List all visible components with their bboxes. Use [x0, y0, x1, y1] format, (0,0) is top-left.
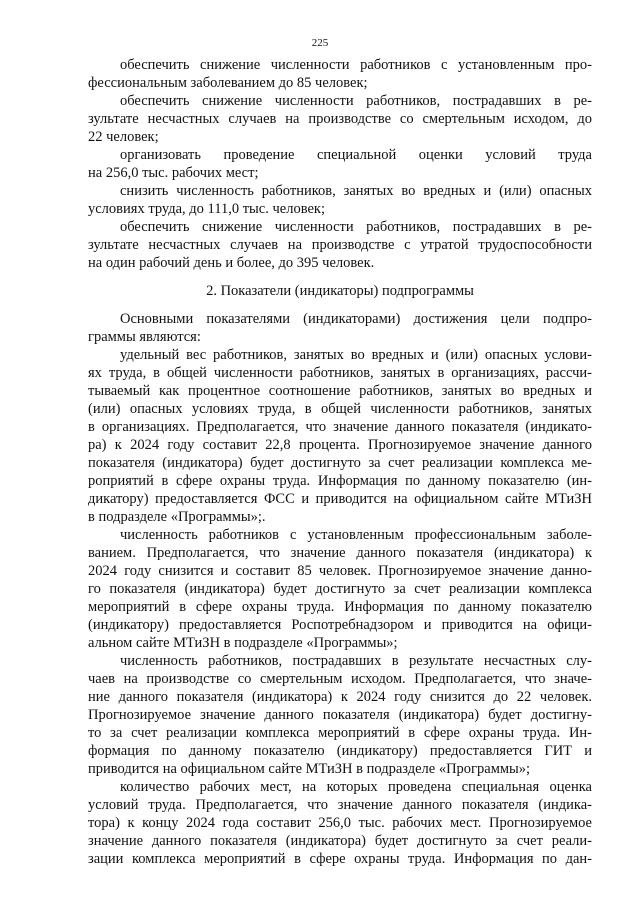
text-line: ра) к 2024 году составит 22,8 процента. Прогнозируемое значение данного — [88, 437, 592, 453]
text-line: роприятий в сфере охраны труда. Информация по данному показателю (ин- — [88, 473, 592, 489]
text-line: (или) опасных условиях труда, в общей численности работников, занятых — [88, 401, 592, 417]
spacer — [88, 300, 592, 310]
text-line: снизить численность работников, занятых во вредных и (или) опасных — [120, 183, 592, 199]
text-line: обеспечить снижение численности работников, пострадавших в ре- — [120, 219, 592, 235]
indicator-item — [88, 346, 592, 526]
text-line: фессиональным заболеванием до 85 человек; — [88, 75, 368, 91]
text-line: го показателя (индикатора) будет достигнуто за счет реализации комплекса — [88, 581, 592, 597]
intro-paragraph — [88, 310, 592, 346]
indicator-item — [88, 526, 592, 652]
objective-item — [88, 182, 592, 218]
text-line: условий труда. Предполагается, что значение данного показателя (индика- — [88, 797, 592, 813]
text-line: ванием. Предполагается, что значение данного показателя (индикатора) к — [88, 545, 592, 561]
text-line: тора) к концу 2024 года составит 256,0 тыс. рабочих мест. Прогнозируемое — [88, 815, 592, 831]
text-line: количество рабочих мест, на которых проведена специальная оценка — [120, 779, 592, 795]
text-line: формация по данному показателю (индикатору) предоставляется ГИТ и — [88, 743, 592, 759]
text-line: тываемый как процентное соотношение работников, занятых во вредных и — [88, 383, 592, 399]
objective-item — [88, 92, 592, 146]
text-line: чаев на производстве со смертельным исходом. Предполагается, что значе- — [88, 671, 592, 687]
text-line: ях труда, в общей численности работников, занятых в организациях, рассчи- — [88, 365, 592, 381]
text-line: мероприятий в сфере охраны труда. Информация по данному показателю — [88, 599, 592, 615]
text-line: в подразделе «Программы»;. — [88, 509, 266, 525]
text-line: обеспечить снижение численности работников с установленным про- — [120, 57, 592, 73]
indicator-item — [88, 652, 592, 778]
text-line: 2024 году снизится и составит 85 человек. Прогнозируемое значение данно- — [88, 563, 592, 579]
objectives-list — [88, 56, 592, 272]
text-line: Прогнозируемое значение данного показателя (индикатора) будет достигну- — [88, 707, 592, 723]
text-line: то за счет реализации комплекса мероприятий в сфере охраны труда. Ин- — [88, 725, 592, 741]
page-number: 225 — [311, 37, 329, 49]
section-heading: 2. Показатели (индикаторы) подпрограммы — [206, 283, 474, 299]
page-body — [88, 56, 592, 868]
text-line: обеспечить снижение численности работников, пострадавших в ре- — [120, 93, 592, 109]
text-line: показателя (индикатора) будет достигнуто за счет реализации комплекса ме- — [88, 455, 592, 471]
text-line: численность работников, пострадавших в результате несчастных слу- — [120, 653, 592, 669]
text-line: зультате несчастных случаев на производстве со смертельным исходом, до — [88, 111, 592, 127]
text-line: удельный вес работников, занятых во вредных и (или) опасных услови- — [120, 347, 592, 363]
text-line: альном сайте МТиЗН в подразделе «Программы»; — [88, 635, 398, 651]
text-line: организовать проведение специальной оценки условий труда — [120, 147, 592, 163]
text-line: зультате несчастных случаев на производстве с утратой трудоспособности — [88, 237, 592, 253]
text-line: Основными показателями (индикаторами) достижения цели подпро- — [120, 311, 592, 327]
text-line: значение данного показателя (индикатора) будет достигнуто за счет реали- — [88, 833, 592, 849]
text-line: численность работников с установленным профессиональным заболе- — [120, 527, 592, 543]
text-line: граммы являются: — [88, 329, 201, 345]
text-line: (индикатору) предоставляется Роспотребнадзором и приводится на офици- — [88, 617, 592, 633]
indicator-item — [88, 778, 592, 868]
spacer — [88, 272, 592, 282]
text-line: условиях труда, до 111,0 тыс. человек; — [88, 201, 325, 217]
text-line: на 256,0 тыс. рабочих мест; — [88, 165, 259, 181]
objective-item — [88, 56, 592, 92]
text-line: ние данного показателя (индикатора) к 2024 году снизится до 22 человек. — [88, 689, 592, 705]
text-line: приводится на официальном сайте МТиЗН в подразделе «Программы»; — [88, 761, 531, 777]
text-line: в организациях. Предполагается, что значение данного показателя (индикато- — [88, 419, 592, 435]
text-line: 22 человек; — [88, 129, 159, 145]
objective-item — [88, 218, 592, 272]
objective-item — [88, 146, 592, 182]
text-line: дикатору) предоставляется ФСС и приводится на официальном сайте МТиЗН — [88, 491, 592, 507]
text-line: зации комплекса мероприятий в сфере охраны труда. Информация по дан- — [88, 851, 592, 867]
text-line: на один рабочий день и более, до 395 человек. — [88, 255, 375, 271]
